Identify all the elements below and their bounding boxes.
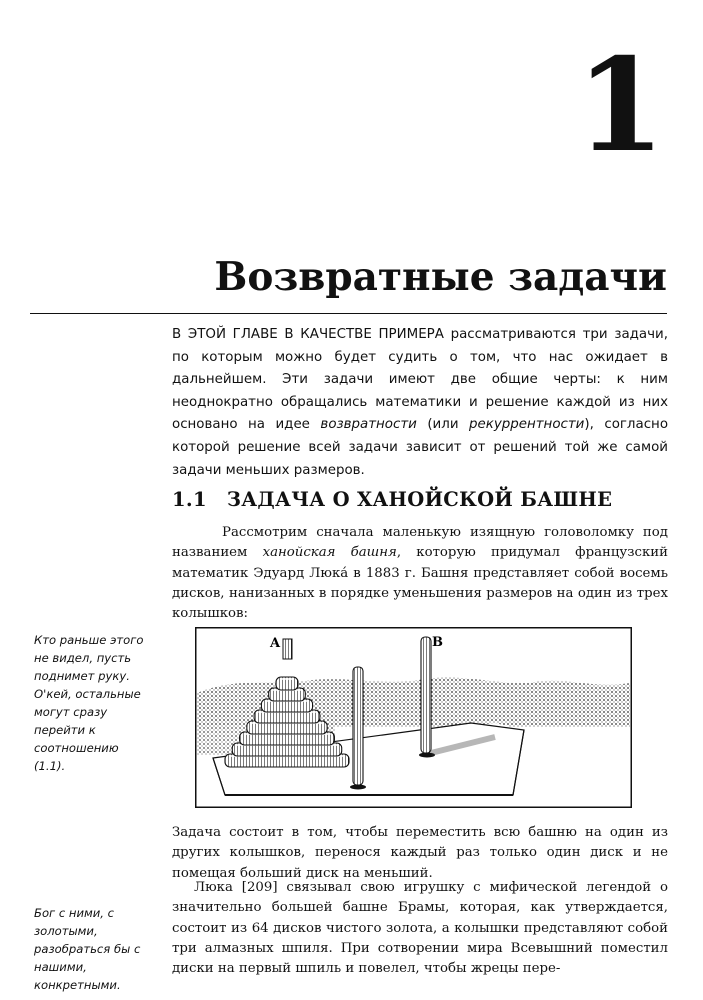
peg-middle xyxy=(353,667,363,785)
chapter-intro xyxy=(172,324,668,482)
hanoi-tower-illustration xyxy=(195,627,632,808)
intro-term-1: возвратности xyxy=(320,417,417,433)
paragraph-1-term: ханойская башня xyxy=(262,545,397,561)
paragraph-1 xyxy=(172,523,668,624)
paragraph-1-text-a: Рассмотрим сначала маленькую изящную головоломку под названием xyxy=(172,525,668,561)
section-heading xyxy=(172,488,612,511)
section-number: 1.1 xyxy=(172,488,207,511)
intro-text-3: ), согласно которой решение всей задачи зависит от решений той же самой задачи меньших размеров. xyxy=(172,417,669,478)
intro-term-2: рекуррентности xyxy=(469,417,585,433)
hanoi-tower-figure xyxy=(195,627,632,808)
title-rule xyxy=(30,313,667,314)
peg-a-label: A xyxy=(270,636,281,651)
section-title: ЗАДАЧА О ХАНОЙСКОЙ БАШНЕ xyxy=(226,488,613,511)
chapter-title: Возвратные задачи xyxy=(214,254,667,300)
intro-text-2: (или xyxy=(416,417,470,433)
peg-b-label: B xyxy=(432,635,443,650)
chapter-number: 1 xyxy=(575,31,665,181)
intro-text-1: рассматриваются три задачи, по которым можно будет судить о том, что нас ожидает в дальнейшем. Эти задачи имеют две общие черты: к ним неоднократно обращались математики и решение каждой из них основано на идее xyxy=(172,327,668,433)
peg-b xyxy=(421,637,431,753)
peg-a xyxy=(283,639,292,659)
paragraph-2: Задача состоит в том, чтобы переместить всю башню на один из других колышков, перенося каждый раз только один диск и не помещая больший диск на меньший. xyxy=(172,825,668,881)
margin-note-2: Бог с ними, с золотыми, разобраться бы с нашими, конкретными. xyxy=(34,906,141,992)
peg-middle-base xyxy=(350,785,366,790)
paragraph-3: Люка [209] связывал свою игрушку с мифической легендой о значительно большей башне Брамы, которая, как утверждается, состоит из 64 дисков чистого золота, а колышки представляют собой три алмазных шпиля. При сотворении мира Всевышний поместил диски на первый шпиль и повелел, чтобы жрецы пере- xyxy=(172,880,668,977)
margin-note-1: Кто раньше этого не видел, пусть поднимет руку. О'кей, остальные могут сразу перейти к соотношению (1.1). xyxy=(34,633,144,773)
intro-lead-caps: В ЭТОЙ ГЛАВЕ В КАЧЕСТВЕ ПРИМЕРА xyxy=(172,327,444,342)
paragraph-1-text-b: , которую придумал французский математик Эдуард Люка́ в 1883 г. Башня представляет собой восемь дисков, нанизанных в порядке уменьшения размеров на один из трех колышков: xyxy=(172,545,668,622)
